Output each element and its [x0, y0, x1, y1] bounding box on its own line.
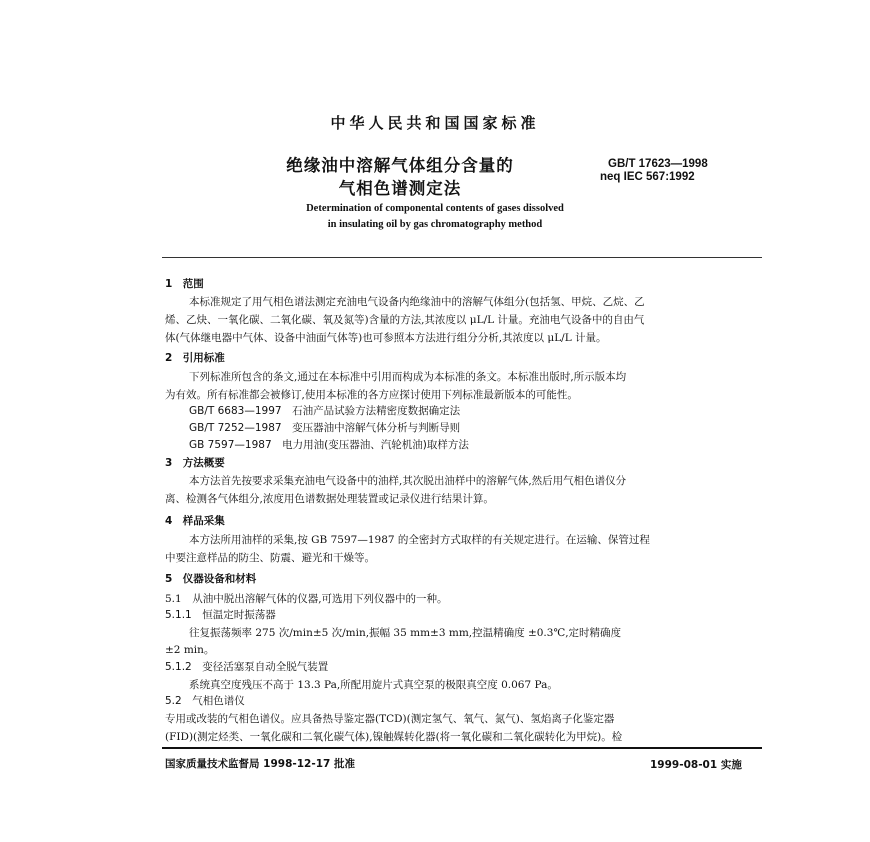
approval-note: 国家质量技术监督局 1998-12-17 批准: [165, 758, 355, 770]
standard-equivalent: neq IEC 567:1992: [600, 171, 695, 183]
section-1-heading: 1 范围: [165, 278, 204, 290]
section-5-2-line-2: (FID)(测定烃类、一氧化碳和二氧化碳气体),镍触媒转化器(将一氧化碳和二氧化碳转化为甲烷)。检: [165, 731, 623, 743]
section-3-line-1: 本方法首先按要求采集充油电气设备中的油样,其次脱出油样中的溶解气体,然后用气相色谱仪分: [189, 475, 627, 487]
chinese-title-line-2: 气相色谱测定法: [338, 179, 462, 198]
section-1-line-3: 体(气体继电器中气体、设备中油面气体等)也可参照本方法进行组分分析,其浓度以 μL/L 计量。: [165, 332, 607, 344]
reference-3: GB 7597—1987 电力用油(变压器油、汽轮机油)取样方法: [189, 439, 469, 451]
implementation-date: 1999-08-01 实施: [650, 759, 742, 771]
section-4-line-1: 本方法所用油样的采集,按 GB 7597—1987 的全密封方式取样的有关规定进行。在运输、保管过程: [189, 534, 650, 546]
section-4-heading: 4 样品采集: [165, 515, 225, 527]
section-3-heading: 3 方法概要: [165, 457, 225, 469]
section-2-line-2: 为有效。所有标准都会被修订,使用本标准的各方应探讨使用下列标准最新版本的可能性。: [165, 389, 578, 401]
section-4-line-2: 中要注意样品的防尘、防震、避光和干燥等。: [165, 552, 375, 564]
reference-2: GB/T 7252—1987 变压器油中溶解气体分析与判断导则: [189, 422, 461, 434]
national-standard-header: 中华人民共和国国家标准: [330, 114, 540, 132]
english-title-line-1: Determination of componental contents of gases dissolved: [306, 203, 564, 214]
title-divider: [162, 257, 762, 258]
english-title-line-2: in insulating oil by gas chromatography method: [327, 219, 543, 230]
section-3-line-2: 离、检测各气体组分,浓度用色谱数据处理装置或记录仪进行结果计算。: [165, 493, 494, 505]
section-1-line-2: 烯、乙炔、一氧化碳、二氧化碳、氧及氮等)含量的方法,其浓度以 μL/L 计量。充油电气设备中的自由气: [165, 314, 645, 326]
section-5-1-1-heading: 5.1.1 恒温定时振荡器: [165, 609, 276, 621]
standard-number: GB/T 17623—1998: [608, 158, 708, 170]
section-2-line-1: 下列标准所包含的条文,通过在本标准中引用而构成为本标准的条文。本标准出版时,所示版本均: [189, 371, 627, 383]
section-2-heading: 2 引用标准: [165, 352, 225, 364]
section-5-2-line-1: 专用或改装的气相色谱仪。应具备热导鉴定器(TCD)(测定氢气、氧气、氮气)、氢焰离子化鉴定器: [165, 713, 615, 725]
section-5-1-2-heading: 5.1.2 变径活塞泵自动全脱气装置: [165, 661, 329, 673]
section-5-1: 5.1 从油中脱出溶解气体的仪器,可选用下列仪器中的一种。: [165, 593, 448, 605]
section-5-1-1-line-1: 往复振荡频率 275 次/min±5 次/min,振幅 35 mm±3 mm,控温精确度 ±0.3℃,定时精确度: [189, 627, 622, 639]
section-5-2-heading: 5.2 气相色谱仪: [165, 695, 245, 707]
chinese-title-line-1: 绝缘油中溶解气体组分含量的: [286, 156, 514, 175]
reference-1: GB/T 6683—1997 石油产品试验方法精密度数据确定法: [189, 405, 461, 417]
section-1-line-1: 本标准规定了用气相色谱法测定充油电气设备内绝缘油中的溶解气体组分(包括氢、甲烷、乙烷、乙: [189, 296, 645, 308]
section-5-heading: 5 仪器设备和材料: [165, 573, 257, 585]
section-5-1-1-line-2: ±2 min。: [165, 644, 215, 656]
section-5-1-2-line-1: 系统真空度残压不高于 13.3 Pa,所配用旋片式真空泵的极限真空度 0.067 Pa。: [189, 679, 558, 691]
footer-divider: [162, 747, 762, 749]
